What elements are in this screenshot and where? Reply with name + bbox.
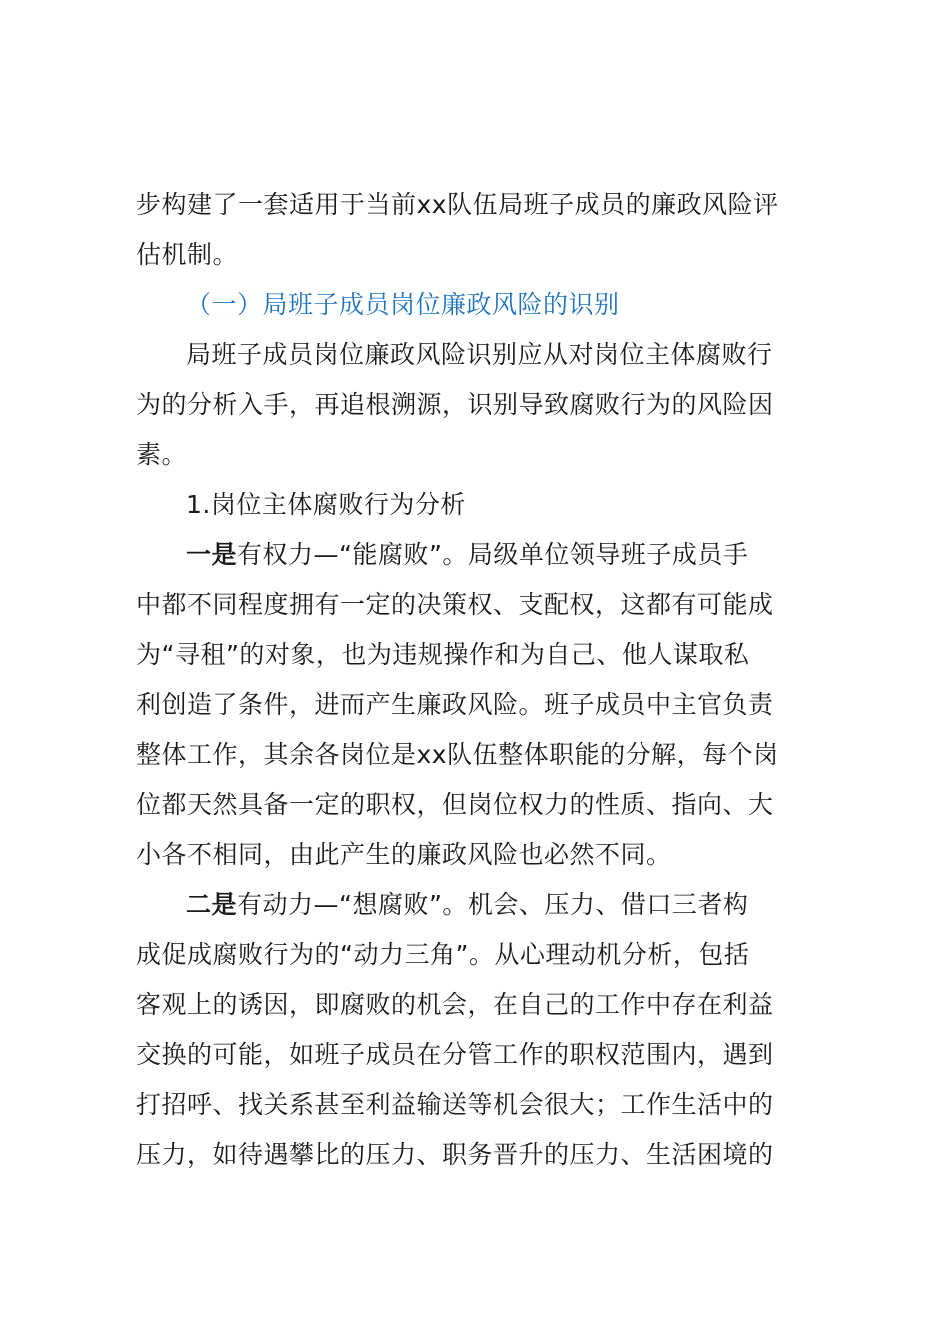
point-one-line: 整体工作，其余各岗位是xx队伍整体职能的分解，每个岗 — [136, 740, 779, 769]
point-two-line: 客观上的诱因，即腐败的机会，在自己的工作中存在利益 — [136, 990, 774, 1019]
point-two-text: 有动力—“想腐败”。机会、压力、借口三者构 — [237, 890, 749, 919]
point-two-first-line — [186, 890, 886, 920]
point-one-first-line — [186, 540, 886, 570]
point-one-line: 位都天然具备一定的职权，但岗位权力的性质、指向、大 — [136, 790, 774, 819]
section-heading: （一）局班子成员岗位廉政风险的识别 — [186, 290, 620, 319]
intro-line: 素。 — [136, 440, 188, 469]
point-one-line: 为“寻租”的对象，也为违规操作和为自己、他人谋取私 — [136, 640, 750, 669]
point-one-line: 利创造了条件，进而产生廉政风险。班子成员中主官负责 — [136, 690, 774, 719]
point-two-line: 打招呼、找关系甚至利益输送等机会很大；工作生活中的 — [136, 1090, 774, 1119]
point-two-line: 成促成腐败行为的“动力三角”。从心理动机分析，包括 — [136, 940, 750, 969]
point-one-line: 小各不相同，由此产生的廉政风险也必然不同。 — [136, 840, 672, 869]
point-two-line: 压力，如待遇攀比的压力、职务晋升的压力、生活困境的 — [136, 1140, 774, 1169]
point-two-line: 交换的可能，如班子成员在分管工作的职权范围内，遇到 — [136, 1040, 774, 1069]
body-line: 估机制。 — [136, 240, 239, 269]
point-one-label: 一是 — [186, 540, 238, 569]
point-two-label: 二是 — [186, 890, 238, 919]
point-one-text: 有权力—“能腐败”。局级单位领导班子成员手 — [237, 540, 749, 569]
point-one-line: 中都不同程度拥有一定的决策权、支配权，这都有可能成 — [136, 590, 774, 619]
body-line: 步构建了一套适用于当前xx队伍局班子成员的廉政风险评 — [136, 190, 779, 219]
intro-line: 局班子成员岗位廉政风险识别应从对岗位主体腐败行 — [186, 340, 773, 369]
intro-line: 为的分析入手，再追根溯源，识别导致腐败行为的风险因 — [136, 390, 774, 419]
subheading: 1.岗位主体腐败行为分析 — [186, 490, 466, 519]
